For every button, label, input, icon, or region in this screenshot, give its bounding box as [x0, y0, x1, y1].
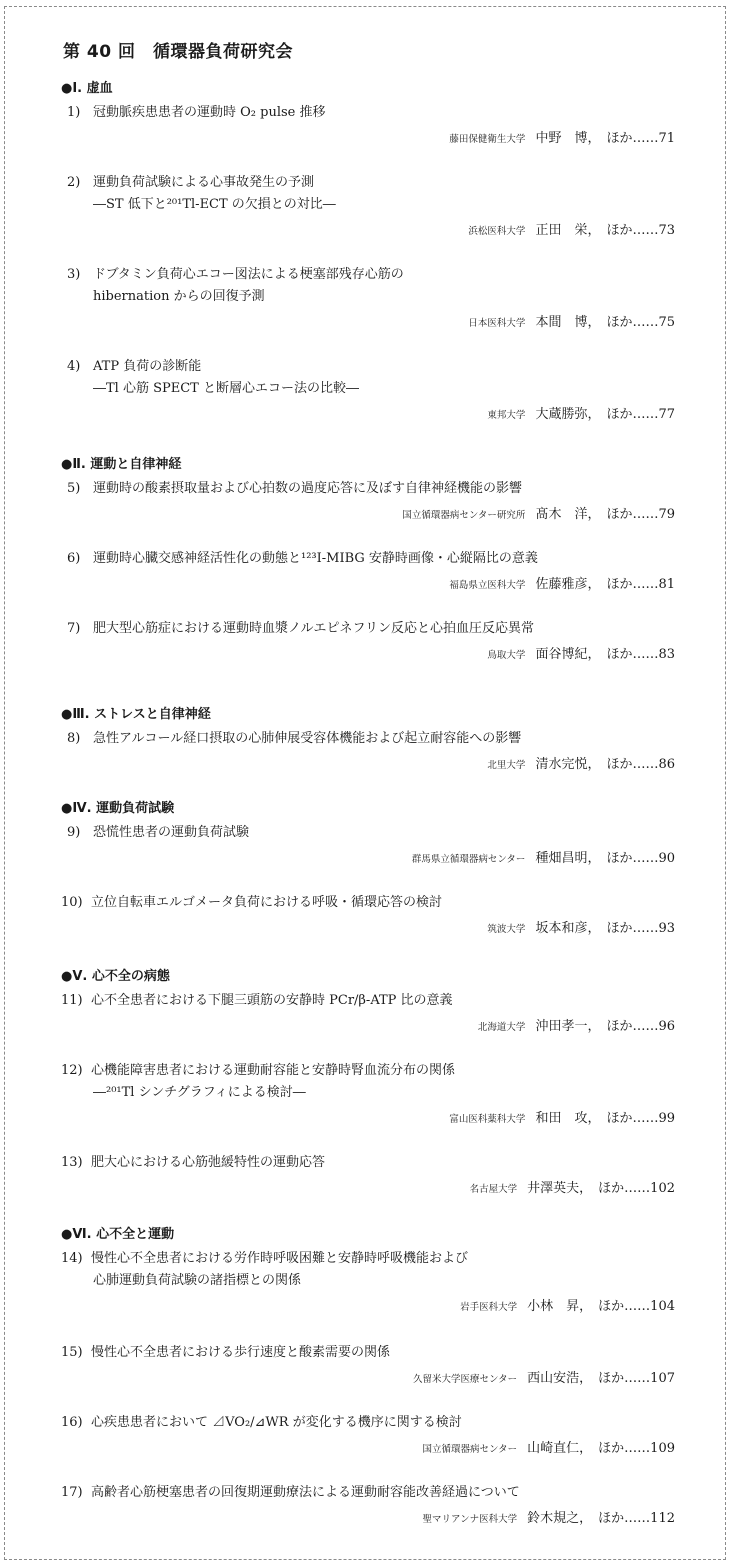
author: 佐藤雅彦，	[535, 577, 601, 592]
entry-12	[61, 1059, 456, 1078]
entry-7	[67, 617, 534, 636]
institution: 北海道大学	[477, 1022, 526, 1033]
entry-15	[61, 1341, 391, 1360]
author: 大蔵勝弥，	[535, 407, 601, 422]
entry-title: 立位自転車エルゴメータ負荷における呼吸・循環応答の検討	[91, 895, 443, 910]
entry-title: ATP 負荷の診断能	[93, 359, 202, 374]
institution: 群馬県立循環器病センター	[411, 854, 526, 865]
entry-3-affiliation	[468, 311, 675, 330]
author: 種畑昌明，	[535, 851, 601, 866]
entry-number: 3)	[67, 267, 81, 282]
institution: 岩手医科大学	[460, 1302, 518, 1313]
entry-15-affiliation	[413, 1367, 675, 1386]
entry-2	[67, 171, 314, 190]
entry-4-affiliation	[487, 403, 675, 422]
entry-title: 運動時心臓交感神経活性化の動態と¹²³I-MIBG 安静時画像・心縦隔比の意義	[93, 551, 538, 566]
institution: 福島県立医科大学	[449, 580, 526, 591]
institution: 藤田保健衛生大学	[449, 134, 526, 145]
institution: 日本医科大学	[468, 318, 526, 329]
institution: 名古屋大学	[469, 1184, 518, 1195]
author: 和田 攻，	[535, 1111, 601, 1126]
entry-14	[61, 1247, 469, 1266]
institution: 国立循環器病センター	[422, 1444, 518, 1455]
author: 本間 博，	[535, 315, 601, 330]
entry-6	[67, 547, 538, 566]
entry-12-affiliation	[449, 1107, 675, 1126]
institution: 浜松医科大学	[468, 226, 526, 237]
entry-title: 心機能障害患者における運動耐容能と安静時腎血流分布の関係	[91, 1063, 456, 1078]
entry-title: 心不全患者における下腿三頭筋の安静時 PCr/β-ATP 比の意義	[91, 993, 453, 1008]
entry-13-affiliation	[470, 1177, 675, 1196]
entry-number: 5)	[67, 481, 81, 496]
entry-6-affiliation	[449, 573, 675, 592]
entry-14-affiliation	[460, 1295, 675, 1314]
entry-number: 6)	[67, 551, 81, 566]
section-heading-4: ●Ⅳ. 運動負荷試験	[61, 801, 175, 816]
entry-11-affiliation	[478, 1015, 675, 1034]
institution: 久留米大学医療センター	[413, 1374, 518, 1385]
page-ref: ほか……109	[598, 1441, 675, 1456]
entry-5-affiliation	[402, 503, 675, 522]
entry-number: 10)	[61, 895, 83, 910]
entry-11	[61, 989, 453, 1008]
entry-title: 肥大心における心筋弛緩特性の運動応答	[91, 1155, 326, 1170]
page-ref: ほか……81	[606, 577, 675, 592]
entry-16-affiliation	[423, 1437, 675, 1456]
entry-title: 恐慌性患者の運動負荷試験	[93, 825, 250, 840]
institution: 東邦大学	[487, 410, 526, 421]
page-ref: ほか……93	[606, 921, 675, 936]
page-ref: ほか……102	[598, 1181, 675, 1196]
institution: 鳥取大学	[487, 650, 526, 661]
author: 坂本和彦，	[535, 921, 601, 936]
entry-title: 運動負荷試験による心事故発生の予測	[93, 175, 315, 190]
entry-4-subtitle: ―Tl 心筋 SPECT と断層心エコー法の比較―	[93, 381, 359, 396]
entry-5	[67, 477, 522, 496]
section-heading-2: ●Ⅱ. 運動と自律神経	[61, 457, 182, 472]
entry-1	[67, 101, 325, 120]
page-ref: ほか……79	[606, 507, 675, 522]
entry-number: 17)	[61, 1485, 83, 1500]
entry-number: 2)	[67, 175, 81, 190]
entry-title: 心疾患患者において ⊿VO₂/⊿WR が変化する機序に関する検討	[91, 1415, 462, 1430]
page-ref: ほか……107	[598, 1371, 675, 1386]
entry-title: 慢性心不全患者における歩行速度と酸素需要の関係	[91, 1345, 391, 1360]
entry-number: 16)	[61, 1415, 83, 1430]
entry-number: 14)	[61, 1251, 83, 1266]
entry-title: 運動時の酸素摂取量および心拍数の過度応答に及ぼす自律神経機能の影響	[93, 481, 523, 496]
entry-number: 1)	[67, 105, 81, 120]
entry-title: 冠動脈疾患患者の運動時 O₂ pulse 推移	[93, 105, 326, 120]
author: 沖田孝一，	[535, 1019, 601, 1034]
entry-8	[67, 727, 521, 746]
author: 正田 栄，	[535, 223, 601, 238]
page-ref: ほか……90	[606, 851, 675, 866]
institution: 聖マリアンナ医科大学	[422, 1514, 518, 1525]
page-ref: ほか……86	[606, 757, 675, 772]
page-ref: ほか……71	[606, 131, 675, 146]
entry-title: ドブタミン負荷心エコー図法による梗塞部残存心筋の	[93, 267, 404, 282]
author: 中野 博，	[535, 131, 601, 146]
entry-title: 肥大型心筋症における運動時血漿ノルエピネフリン反応と心拍血圧反応異常	[93, 621, 534, 636]
page-ref: ほか……104	[598, 1299, 675, 1314]
section-heading-3: ●Ⅲ. ストレスと自律神経	[61, 707, 211, 722]
entry-number: 8)	[67, 731, 81, 746]
entry-17-affiliation	[423, 1507, 675, 1526]
page-ref: ほか……112	[598, 1511, 675, 1526]
entry-10	[61, 891, 443, 910]
page-ref: ほか……77	[606, 407, 675, 422]
entry-number: 4)	[67, 359, 81, 374]
page-ref: ほか……83	[606, 647, 675, 662]
entry-16	[61, 1411, 462, 1430]
entry-number: 9)	[67, 825, 81, 840]
entry-2-subtitle: ―ST 低下と²⁰¹Tl-ECT の欠損との対比―	[93, 197, 336, 212]
entry-number: 7)	[67, 621, 81, 636]
entry-9-affiliation	[412, 847, 675, 866]
entry-3	[67, 263, 404, 282]
entry-1-affiliation	[449, 127, 675, 146]
author: 面谷博紀，	[535, 647, 601, 662]
entry-2-affiliation	[468, 219, 675, 238]
page-ref: ほか……73	[606, 223, 675, 238]
page-ref: ほか……96	[606, 1019, 675, 1034]
page-ref: ほか……75	[606, 315, 675, 330]
page-title: 第 40 回 循環器負荷研究会	[63, 42, 293, 62]
entry-title: 急性アルコール経口摂取の心肺伸展受容体機能および起立耐容能への影響	[93, 731, 522, 746]
section-heading-1: ●Ⅰ. 虚血	[61, 81, 113, 96]
entry-12-subtitle: ―²⁰¹Tl シンチグラフィによる検討―	[93, 1085, 306, 1100]
entry-number: 15)	[61, 1345, 83, 1360]
entry-number: 13)	[61, 1155, 83, 1170]
entry-9	[67, 821, 249, 840]
institution: 富山医科薬科大学	[449, 1114, 526, 1125]
author: 鈴木規之，	[527, 1511, 593, 1526]
author: 井澤英夫，	[527, 1181, 593, 1196]
entry-8-affiliation	[487, 753, 675, 772]
entry-7-affiliation	[487, 643, 675, 662]
page-frame	[4, 6, 726, 1560]
entry-title: 高齢者心筋梗塞患者の回復期運動療法による運動耐容能改善経過について	[91, 1485, 520, 1500]
institution: 国立循環器病センター研究所	[402, 510, 526, 521]
author: 清水完悦，	[535, 757, 601, 772]
entry-number: 11)	[61, 993, 83, 1008]
institution: 筑波大学	[487, 924, 526, 935]
institution: 北里大学	[487, 760, 526, 771]
section-heading-6: ●Ⅵ. 心不全と運動	[61, 1227, 175, 1242]
page-ref: ほか……99	[606, 1111, 675, 1126]
entry-4	[67, 355, 201, 374]
entry-title: 慢性心不全患者における労作時呼吸困難と安静時呼吸機能および	[91, 1251, 469, 1266]
section-heading-5: ●Ⅴ. 心不全の病態	[61, 969, 170, 984]
author: 小林 昇，	[527, 1299, 593, 1314]
entry-10-affiliation	[487, 917, 675, 936]
entry-13	[61, 1151, 326, 1170]
entry-3-subtitle: hibernation からの回復予測	[93, 289, 265, 304]
author: 西山安浩，	[527, 1371, 593, 1386]
author: 山崎直仁，	[527, 1441, 593, 1456]
entry-17	[61, 1481, 520, 1500]
entry-number: 12)	[61, 1063, 83, 1078]
author: 髙木 洋，	[535, 507, 601, 522]
entry-14-subtitle: 心肺運動負荷試験の諸指標との関係	[93, 1273, 302, 1288]
